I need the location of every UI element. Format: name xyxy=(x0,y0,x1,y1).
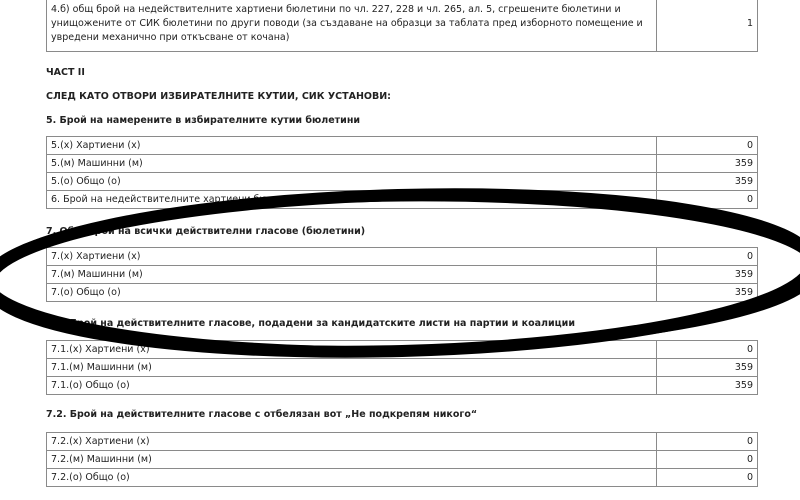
row-value: 0 xyxy=(657,469,758,487)
row-value: 0 xyxy=(657,248,758,266)
row-label: 7.1.(о) Общо (о) xyxy=(47,377,657,395)
section-7-2-title: 7.2. Брой на действителните гласове с отбелязан вот „Не подкрепям никого“ xyxy=(46,409,478,420)
section-7-1-title: 7.1. Брой на действителните гласове, подадени за кандидатските листи на партии и коалиции xyxy=(46,318,575,329)
row-value: 0 xyxy=(657,433,758,451)
section-7-1-table xyxy=(46,340,758,395)
section-7-2-table xyxy=(46,432,758,487)
table-row xyxy=(47,173,758,191)
part-subheading: СЛЕД КАТО ОТВОРИ ИЗБИРАТЕЛНИТЕ КУТИИ, СИК УСТАНОВИ: xyxy=(46,91,391,102)
row-value: 359 xyxy=(657,284,758,302)
row-value: 0 xyxy=(657,341,758,359)
table-row xyxy=(47,248,758,266)
row-label: 7.2.(х) Хартиени (х) xyxy=(47,433,657,451)
row-label: 5.(о) Общо (о) xyxy=(47,173,657,191)
row-label: 5.(м) Машинни (м) xyxy=(47,155,657,173)
table-row xyxy=(47,0,758,52)
section-5-table xyxy=(46,136,758,209)
row-value: 359 xyxy=(657,266,758,284)
row-value: 359 xyxy=(657,377,758,395)
table-row-4b xyxy=(46,0,758,52)
table-row xyxy=(47,451,758,469)
table-row xyxy=(47,155,758,173)
row-label: 7.1.(х) Хартиени (х) xyxy=(47,341,657,359)
table-row xyxy=(47,284,758,302)
row-4b-value: 1 xyxy=(657,0,758,52)
table-row xyxy=(47,191,758,209)
row-4b-label: 4.б) общ брой на недействителните хартиени бюлетини по чл. 227, 228 и чл. 265, ал. 5, сгрешените бюлетини и унищожените от СИК бюлетини по други поводи (за създаване на образци за таблата пред изборното помещение и увредени механично при откъсване от кочана) xyxy=(47,0,657,52)
table-row xyxy=(47,469,758,487)
table-row xyxy=(47,341,758,359)
row-label: 6. Брой на недействителните хартиени бюлетини xyxy=(47,191,657,209)
table-row xyxy=(47,377,758,395)
row-value: 0 xyxy=(657,137,758,155)
table-row xyxy=(47,137,758,155)
table-row xyxy=(47,433,758,451)
row-value: 359 xyxy=(657,359,758,377)
row-value: 359 xyxy=(657,155,758,173)
row-label: 5.(х) Хартиени (х) xyxy=(47,137,657,155)
section-7-title: 7. Общ брой на всички действителни гласове (бюлетини) xyxy=(46,226,366,237)
part-heading: ЧАСТ II xyxy=(46,67,85,78)
row-label: 7.1.(м) Машинни (м) xyxy=(47,359,657,377)
table-row xyxy=(47,266,758,284)
row-label: 7.(о) Общо (о) xyxy=(47,284,657,302)
row-value: 0 xyxy=(657,451,758,469)
row-label: 7.(х) Хартиени (х) xyxy=(47,248,657,266)
row-value: 0 xyxy=(657,191,758,209)
row-value: 359 xyxy=(657,173,758,191)
table-row xyxy=(47,359,758,377)
section-5-title: 5. Брой на намерените в избирателните кутии бюлетини xyxy=(46,115,361,126)
row-label: 7.2.(м) Машинни (м) xyxy=(47,451,657,469)
row-label: 7.(м) Машинни (м) xyxy=(47,266,657,284)
row-label: 7.2.(о) Общо (о) xyxy=(47,469,657,487)
section-7-table xyxy=(46,247,758,302)
